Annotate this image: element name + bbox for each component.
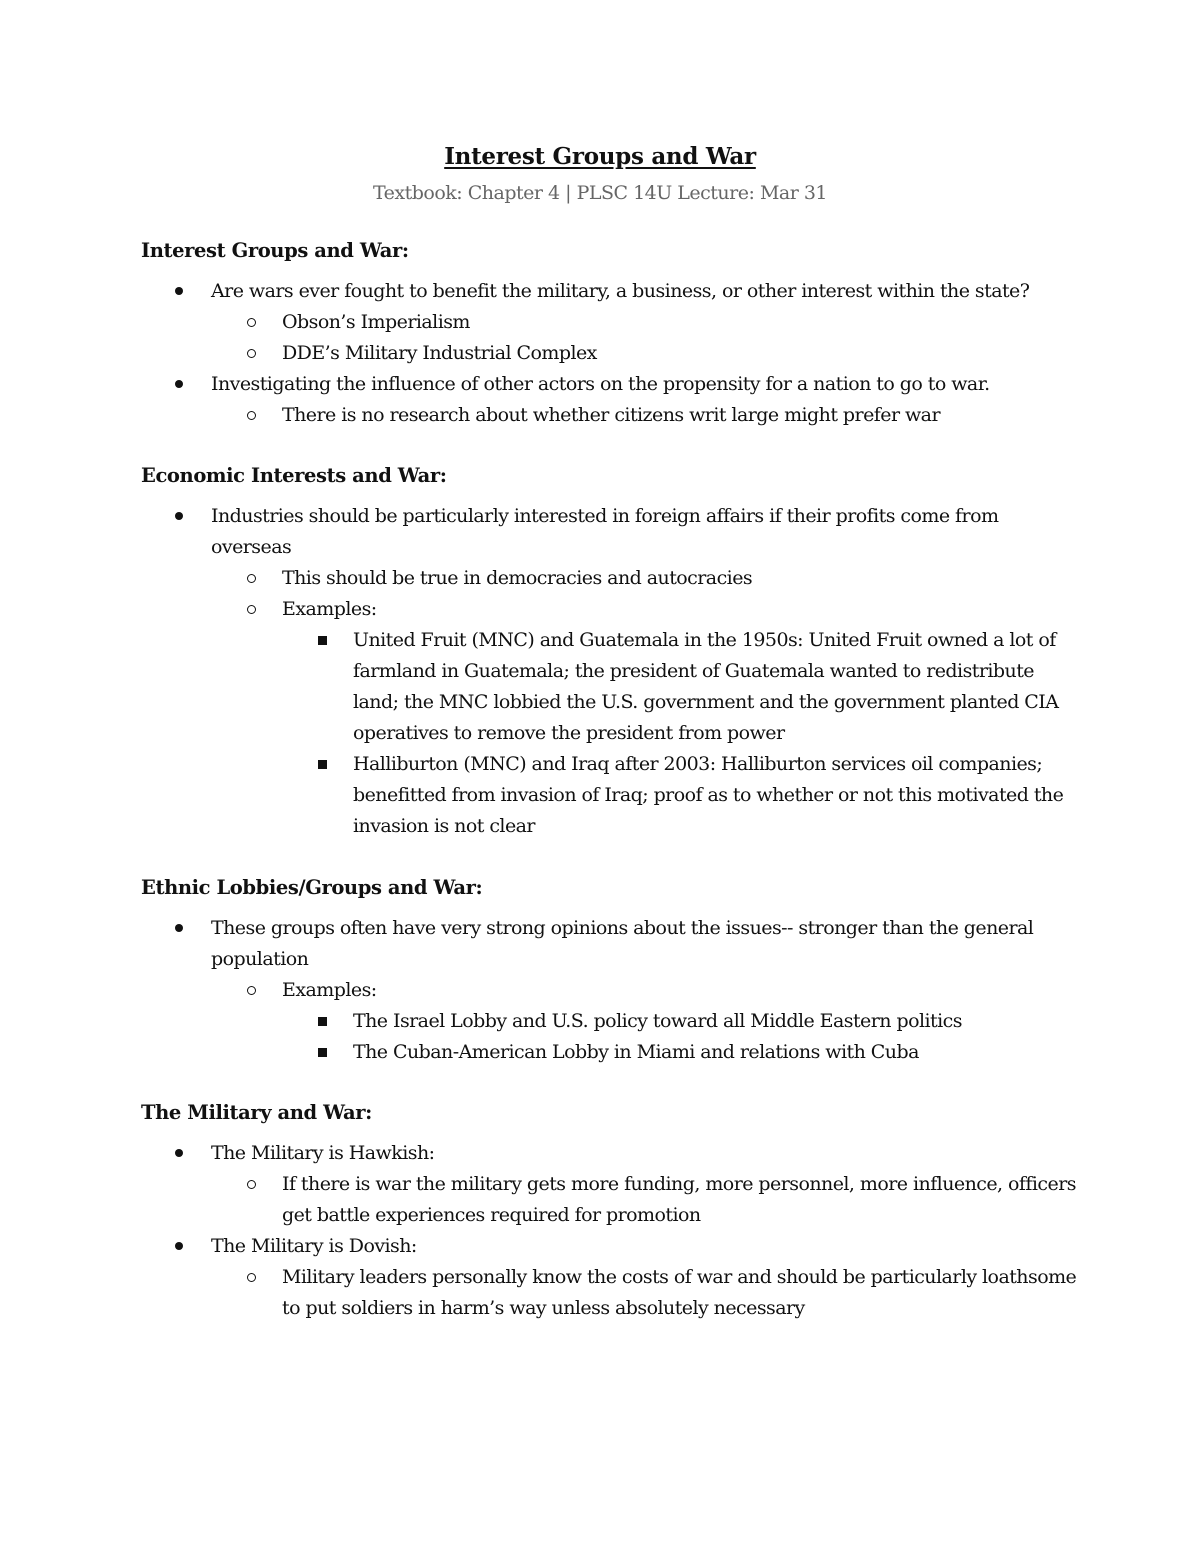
list-item-text: Halliburton (MNC) and Iraq after 2003: Halliburton services oil companies; benefitted from invasion of Iraq; proof as to whether or not this motivated the invasion is not clear xyxy=(353,753,1064,837)
bullet-dot-icon xyxy=(175,913,183,944)
bullet-dot-icon xyxy=(175,1231,183,1262)
bullet-dot-icon xyxy=(175,369,183,400)
bullet-circle-icon xyxy=(247,1169,256,1200)
section-economic-interests xyxy=(141,460,1081,842)
list-item-text: The Military is Dovish: xyxy=(211,1235,417,1257)
bullet-square-icon xyxy=(318,625,327,656)
list-item xyxy=(141,625,1081,749)
bullet-dot-icon xyxy=(175,276,183,307)
bullet-circle-icon xyxy=(247,975,256,1006)
list-item-text: Examples: xyxy=(282,979,377,1001)
bullet-circle-icon xyxy=(247,594,256,625)
list-item-text: Military leaders personally know the costs of war and should be particularly loathsome to put soldiers in harm’s way unless absolutely necessary xyxy=(282,1266,1077,1319)
list-item-text: Investigating the influence of other actors on the propensity for a nation to go to war. xyxy=(211,373,990,395)
list-item-text: Industries should be particularly interested in foreign affairs if their profits come from overseas xyxy=(211,505,999,558)
document-subtitle: Textbook: Chapter 4 | PLSC 14U Lecture: Mar 31 xyxy=(372,182,828,204)
section-heading: Interest Groups and War: xyxy=(141,239,409,262)
document-title: Interest Groups and War xyxy=(444,143,756,170)
bullet-square-icon xyxy=(318,1006,327,1037)
bullet-list xyxy=(141,913,1081,1068)
bullet-circle-icon xyxy=(247,563,256,594)
list-item xyxy=(141,1138,1081,1169)
list-item xyxy=(141,975,1081,1006)
list-item-text: The Military is Hawkish: xyxy=(211,1142,435,1164)
bullet-circle-icon xyxy=(247,338,256,369)
list-item-text: DDE’s Military Industrial Complex xyxy=(282,342,597,364)
section-ethnic-lobbies xyxy=(141,872,1081,1068)
bullet-circle-icon xyxy=(247,307,256,338)
section-heading: Economic Interests and War: xyxy=(141,464,447,487)
list-item-text: There is no research about whether citizens writ large might prefer war xyxy=(282,404,940,426)
bullet-dot-icon xyxy=(175,501,183,532)
list-item-text: This should be true in democracies and autocracies xyxy=(282,567,753,589)
list-item xyxy=(141,400,1081,431)
section-interest-groups xyxy=(141,235,1081,431)
list-item-text: If there is war the military gets more funding, more personnel, more influence, officers get battle experiences required for promotion xyxy=(282,1173,1076,1226)
bullet-dot-icon xyxy=(175,1138,183,1169)
list-item-text: United Fruit (MNC) and Guatemala in the 1950s: United Fruit owned a lot of farmland in Guatemala; the president of Guatemala wanted to redistribute land; the MNC lobbied the U.S. government and the government planted CIA operatives to remove the president from power xyxy=(353,629,1059,744)
list-item-text: These groups often have very strong opinions about the issues-- stronger than the general population xyxy=(211,917,1034,970)
list-item xyxy=(141,913,1081,975)
section-heading: Ethnic Lobbies/Groups and War: xyxy=(141,876,483,899)
section-military xyxy=(141,1097,1081,1324)
bullet-square-icon xyxy=(318,749,327,780)
list-item xyxy=(141,1262,1081,1324)
list-item xyxy=(141,1006,1081,1037)
bullet-circle-icon xyxy=(247,400,256,431)
list-item xyxy=(141,501,1081,563)
list-item xyxy=(141,307,1081,338)
list-item xyxy=(141,1037,1081,1068)
list-item xyxy=(141,276,1081,307)
list-item-text: Examples: xyxy=(282,598,377,620)
list-item xyxy=(141,1169,1081,1231)
bullet-list xyxy=(141,1138,1081,1324)
list-item-text: Obson’s Imperialism xyxy=(282,311,470,333)
bullet-square-icon xyxy=(318,1037,327,1068)
list-item xyxy=(141,338,1081,369)
section-heading: The Military and War: xyxy=(141,1101,372,1124)
bullet-list xyxy=(141,276,1081,431)
list-item-text: Are wars ever fought to benefit the military, a business, or other interest within the state? xyxy=(211,280,1030,302)
list-item-text: The Cuban-American Lobby in Miami and relations with Cuba xyxy=(353,1041,919,1063)
list-item xyxy=(141,594,1081,625)
bullet-circle-icon xyxy=(247,1262,256,1293)
list-item xyxy=(141,749,1081,842)
list-item xyxy=(141,369,1081,400)
list-item xyxy=(141,563,1081,594)
list-item xyxy=(141,1231,1081,1262)
list-item-text: The Israel Lobby and U.S. policy toward all Middle Eastern politics xyxy=(353,1010,962,1032)
bullet-list xyxy=(141,501,1081,842)
